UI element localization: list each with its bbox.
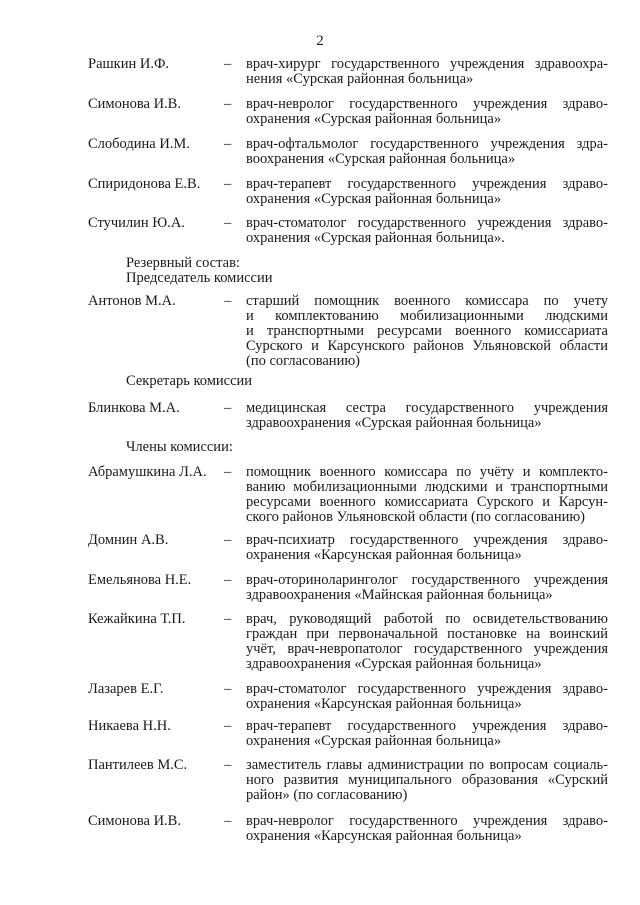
separator-dash: – — [224, 572, 232, 588]
member-position — [246, 758, 608, 803]
members-heading: Члены комиссии: — [126, 439, 233, 455]
position-line: заместитель главы администрации по вопросам социаль- — [246, 757, 608, 773]
member-name: Кежайкина Т.П. — [88, 611, 186, 627]
member-name: Никаева Н.Н. — [88, 718, 171, 734]
position-line: врач-офтальмолог государственного учреждения здра- — [246, 136, 608, 152]
member-name: Домнин А.В. — [88, 532, 169, 548]
position-line: врач-оториноларинголог государственного учреждения — [246, 572, 608, 588]
position-line: врач, руководящий работой по освидетельствованию — [246, 611, 608, 627]
member-name: Спиридонова Е.В. — [88, 176, 201, 192]
position-line: здравоохранения «Майнская районная больница» — [246, 587, 553, 603]
position-line: врач-терапевт государственного учреждения здраво- — [246, 718, 608, 734]
position-line: врач-стоматолог государственного учреждения здраво- — [246, 681, 608, 697]
separator-dash: – — [224, 757, 232, 773]
position-line: нения «Сурская районная больница» — [246, 71, 474, 87]
position-line: охранения «Карсунская районная больница» — [246, 547, 522, 563]
position-line: граждан при первоначальной постановке на воинский — [246, 626, 608, 642]
member-position — [246, 719, 608, 749]
member-name: Симонова И.В. — [88, 96, 181, 112]
member-position — [246, 814, 608, 844]
member-position — [246, 465, 608, 525]
member-name: Абрамушкина Л.А. — [88, 464, 207, 480]
position-line: охранения «Карсунская районная больница» — [246, 696, 522, 712]
position-line: ного развития муниципального образования «Сурский — [246, 772, 608, 788]
page-number: 2 — [316, 33, 324, 49]
member-position — [246, 573, 608, 603]
position-line: ванию мобилизационными людскими и транспортными — [246, 479, 608, 495]
separator-dash: – — [224, 718, 232, 734]
separator-dash: – — [224, 532, 232, 548]
position-line: здравоохранения «Сурская районная больница» — [246, 656, 542, 672]
separator-dash: – — [224, 56, 232, 72]
position-line: врач-терапевт государственного учреждения здраво- — [246, 176, 608, 192]
position-line: врач-хирург государственного учреждения здравоохра- — [246, 56, 608, 72]
reserve-heading: Резервный состав: — [126, 255, 240, 271]
member-name: Блинкова М.А. — [88, 400, 180, 416]
position-line: Сурского и Карсунского районов Ульяновской области — [246, 338, 608, 354]
member-name: Пантилеев М.С. — [88, 757, 188, 773]
member-name: Симонова И.В. — [88, 813, 181, 829]
separator-dash: – — [224, 464, 232, 480]
member-name: Слободина И.М. — [88, 136, 190, 152]
position-line: врач-психиатр государственного учреждения здраво- — [246, 532, 608, 548]
member-name: Стучилин Ю.А. — [88, 215, 185, 231]
member-name: Антонов М.А. — [88, 293, 176, 309]
member-position — [246, 682, 608, 712]
position-line: ресурсами военного комиссариата Сурского и Карсун- — [246, 494, 608, 510]
position-line: врач-стоматолог государственного учреждения здраво- — [246, 215, 608, 231]
position-line: охранения «Сурская районная больница» — [246, 191, 502, 207]
chair-heading: Председатель комиссии — [126, 270, 273, 286]
position-line: здравоохранения «Сурская районная больница» — [246, 415, 542, 431]
position-line: медицинская сестра государственного учреждения — [246, 400, 608, 416]
separator-dash: – — [224, 176, 232, 192]
position-line: охранения «Сурская районная больница» — [246, 111, 502, 127]
position-line: ского районов Ульяновской области (по согласованию) — [246, 509, 586, 525]
member-position — [246, 137, 608, 167]
member-position — [246, 177, 608, 207]
position-line: помощник военного комиссара по учёту и комплекто- — [246, 464, 608, 480]
position-line: охранения «Сурская районная больница». — [246, 230, 505, 246]
separator-dash: – — [224, 293, 232, 309]
member-name: Рашкин И.Ф. — [88, 56, 170, 72]
member-position — [246, 294, 608, 369]
position-line: врач-невролог государственного учреждения здраво- — [246, 813, 608, 829]
secretary-heading: Секретарь комиссии — [126, 373, 253, 389]
position-line: район» (по согласованию) — [246, 787, 408, 803]
position-line: старший помощник военного комиссара по учету — [246, 293, 608, 309]
separator-dash: – — [224, 136, 232, 152]
separator-dash: – — [224, 215, 232, 231]
member-name: Лазарев Е.Г. — [88, 681, 164, 697]
separator-dash: – — [224, 681, 232, 697]
position-line: и транспортными ресурсами военного комиссариата — [246, 323, 608, 339]
member-position — [246, 97, 608, 127]
separator-dash: – — [224, 813, 232, 829]
position-line: учёт, врач-невропатолог государственного учреждения — [246, 641, 608, 657]
separator-dash: – — [224, 400, 232, 416]
member-name: Емельянова Н.Е. — [88, 572, 192, 588]
member-position — [246, 401, 608, 431]
separator-dash: – — [224, 611, 232, 627]
position-line: охранения «Карсунская районная больница» — [246, 828, 522, 844]
member-position — [246, 216, 608, 246]
position-line: воохранения «Сурская районная больница» — [246, 151, 516, 167]
member-position — [246, 533, 608, 563]
separator-dash: – — [224, 96, 232, 112]
position-line: охранения «Сурская районная больница» — [246, 733, 502, 749]
member-position — [246, 57, 608, 87]
position-line: и комплектованию мобилизационными людскими — [246, 308, 608, 324]
position-line: врач-невролог государственного учреждения здраво- — [246, 96, 608, 112]
member-position — [246, 612, 608, 672]
position-line: (по согласованию) — [246, 353, 360, 369]
